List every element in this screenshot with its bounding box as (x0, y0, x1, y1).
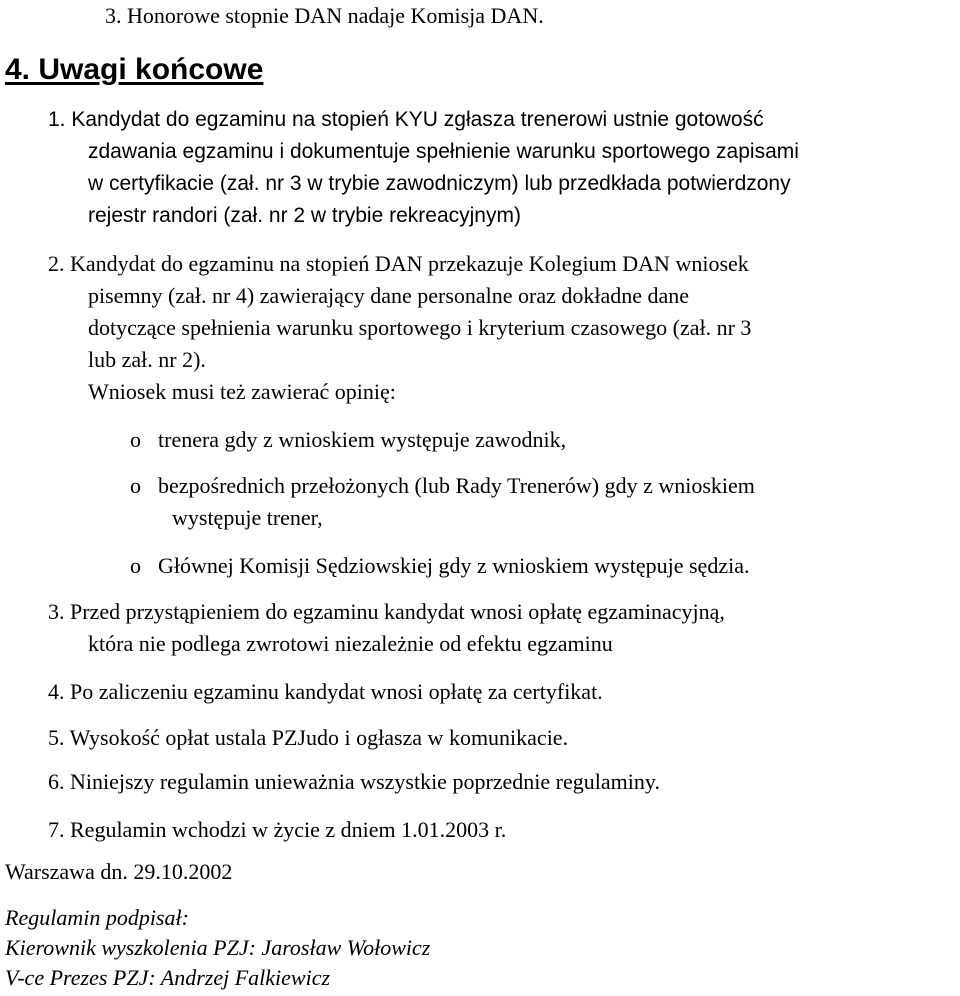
bullet-item-2-cont: występuje trener, (172, 505, 323, 530)
item6: 6. Niniejszy regulamin unieważnia wszystkie poprzednie regulaminy. (48, 769, 660, 794)
item2-line-2: pisemny (zał. nr 4) zawierający dane personalne oraz dokładne dane (88, 283, 690, 308)
bullet-item-2: bezpośrednich przełożonych (lub Rady Trenerów) gdy z wnioskiem (158, 473, 755, 498)
section-heading: 4. Uwagi końcowe (5, 53, 264, 86)
bullet-item-3: Głównej Komisji Sędziowskiej gdy z wnioskiem występuje sędzia. (158, 553, 750, 578)
bullet-marker: o (130, 553, 141, 578)
item1-line-1: 1. Kandydat do egzaminu na stopień KYU zgłasza trenerowi ustnie gotowość (48, 108, 764, 131)
item2-line-1: 2. Kandydat do egzaminu na stopień DAN przekazuje Kolegium DAN wniosek (48, 251, 749, 276)
item4: 4. Po zaliczeniu egzaminu kandydat wnosi opłatę za certyfikat. (48, 679, 603, 704)
item2-line-3: dotyczące spełnienia warunku sportowego i kryterium czasowego (zał. nr 3 (88, 315, 752, 340)
opinion-intro: Wniosek musi też zawierać opinię: (88, 379, 396, 404)
bullet-marker: o (130, 427, 141, 452)
item5: 5. Wysokość opłat ustala PZJudo i ogłasza w komunikacie. (48, 725, 569, 750)
item3-line-2: która nie podlega zwrotowi niezależnie od efektu egzaminu (88, 631, 613, 656)
item3-line-1: 3. Przed przystąpieniem do egzaminu kandydat wnosi opłatę egzaminacyjną, (48, 599, 725, 624)
item2-line-4: lub zał. nr 2). (88, 347, 206, 372)
item1-line-3: w certyfikacie (zał. nr 3 w trybie zawodniczym) lub przedkłada potwierdzony (88, 172, 791, 195)
item1-line-2: zdawania egzaminu i dokumentuje spełnienie warunku sportowego zapisami (88, 140, 799, 163)
item7: 7. Regulamin wchodzi w życie z dniem 1.01.2003 r. (48, 817, 507, 842)
item1-line-4: rejestr randori (zał. nr 2 w trybie rekreacyjnym) (88, 204, 521, 227)
bullet-marker: o (130, 473, 141, 498)
place-date: Warszawa dn. 29.10.2002 (5, 859, 233, 884)
intro-line: 3. Honorowe stopnie DAN nadaje Komisja DAN. (105, 3, 544, 28)
bullet-item-1: trenera gdy z wnioskiem występuje zawodnik, (158, 427, 567, 452)
signature-vice-president: V-ce Prezes PZJ: Andrzej Falkiewicz (5, 965, 331, 990)
signature-training-director: Kierownik wyszkolenia PZJ: Jarosław Wołowicz (5, 935, 431, 960)
signature-intro: Regulamin podpisał: (5, 905, 189, 930)
